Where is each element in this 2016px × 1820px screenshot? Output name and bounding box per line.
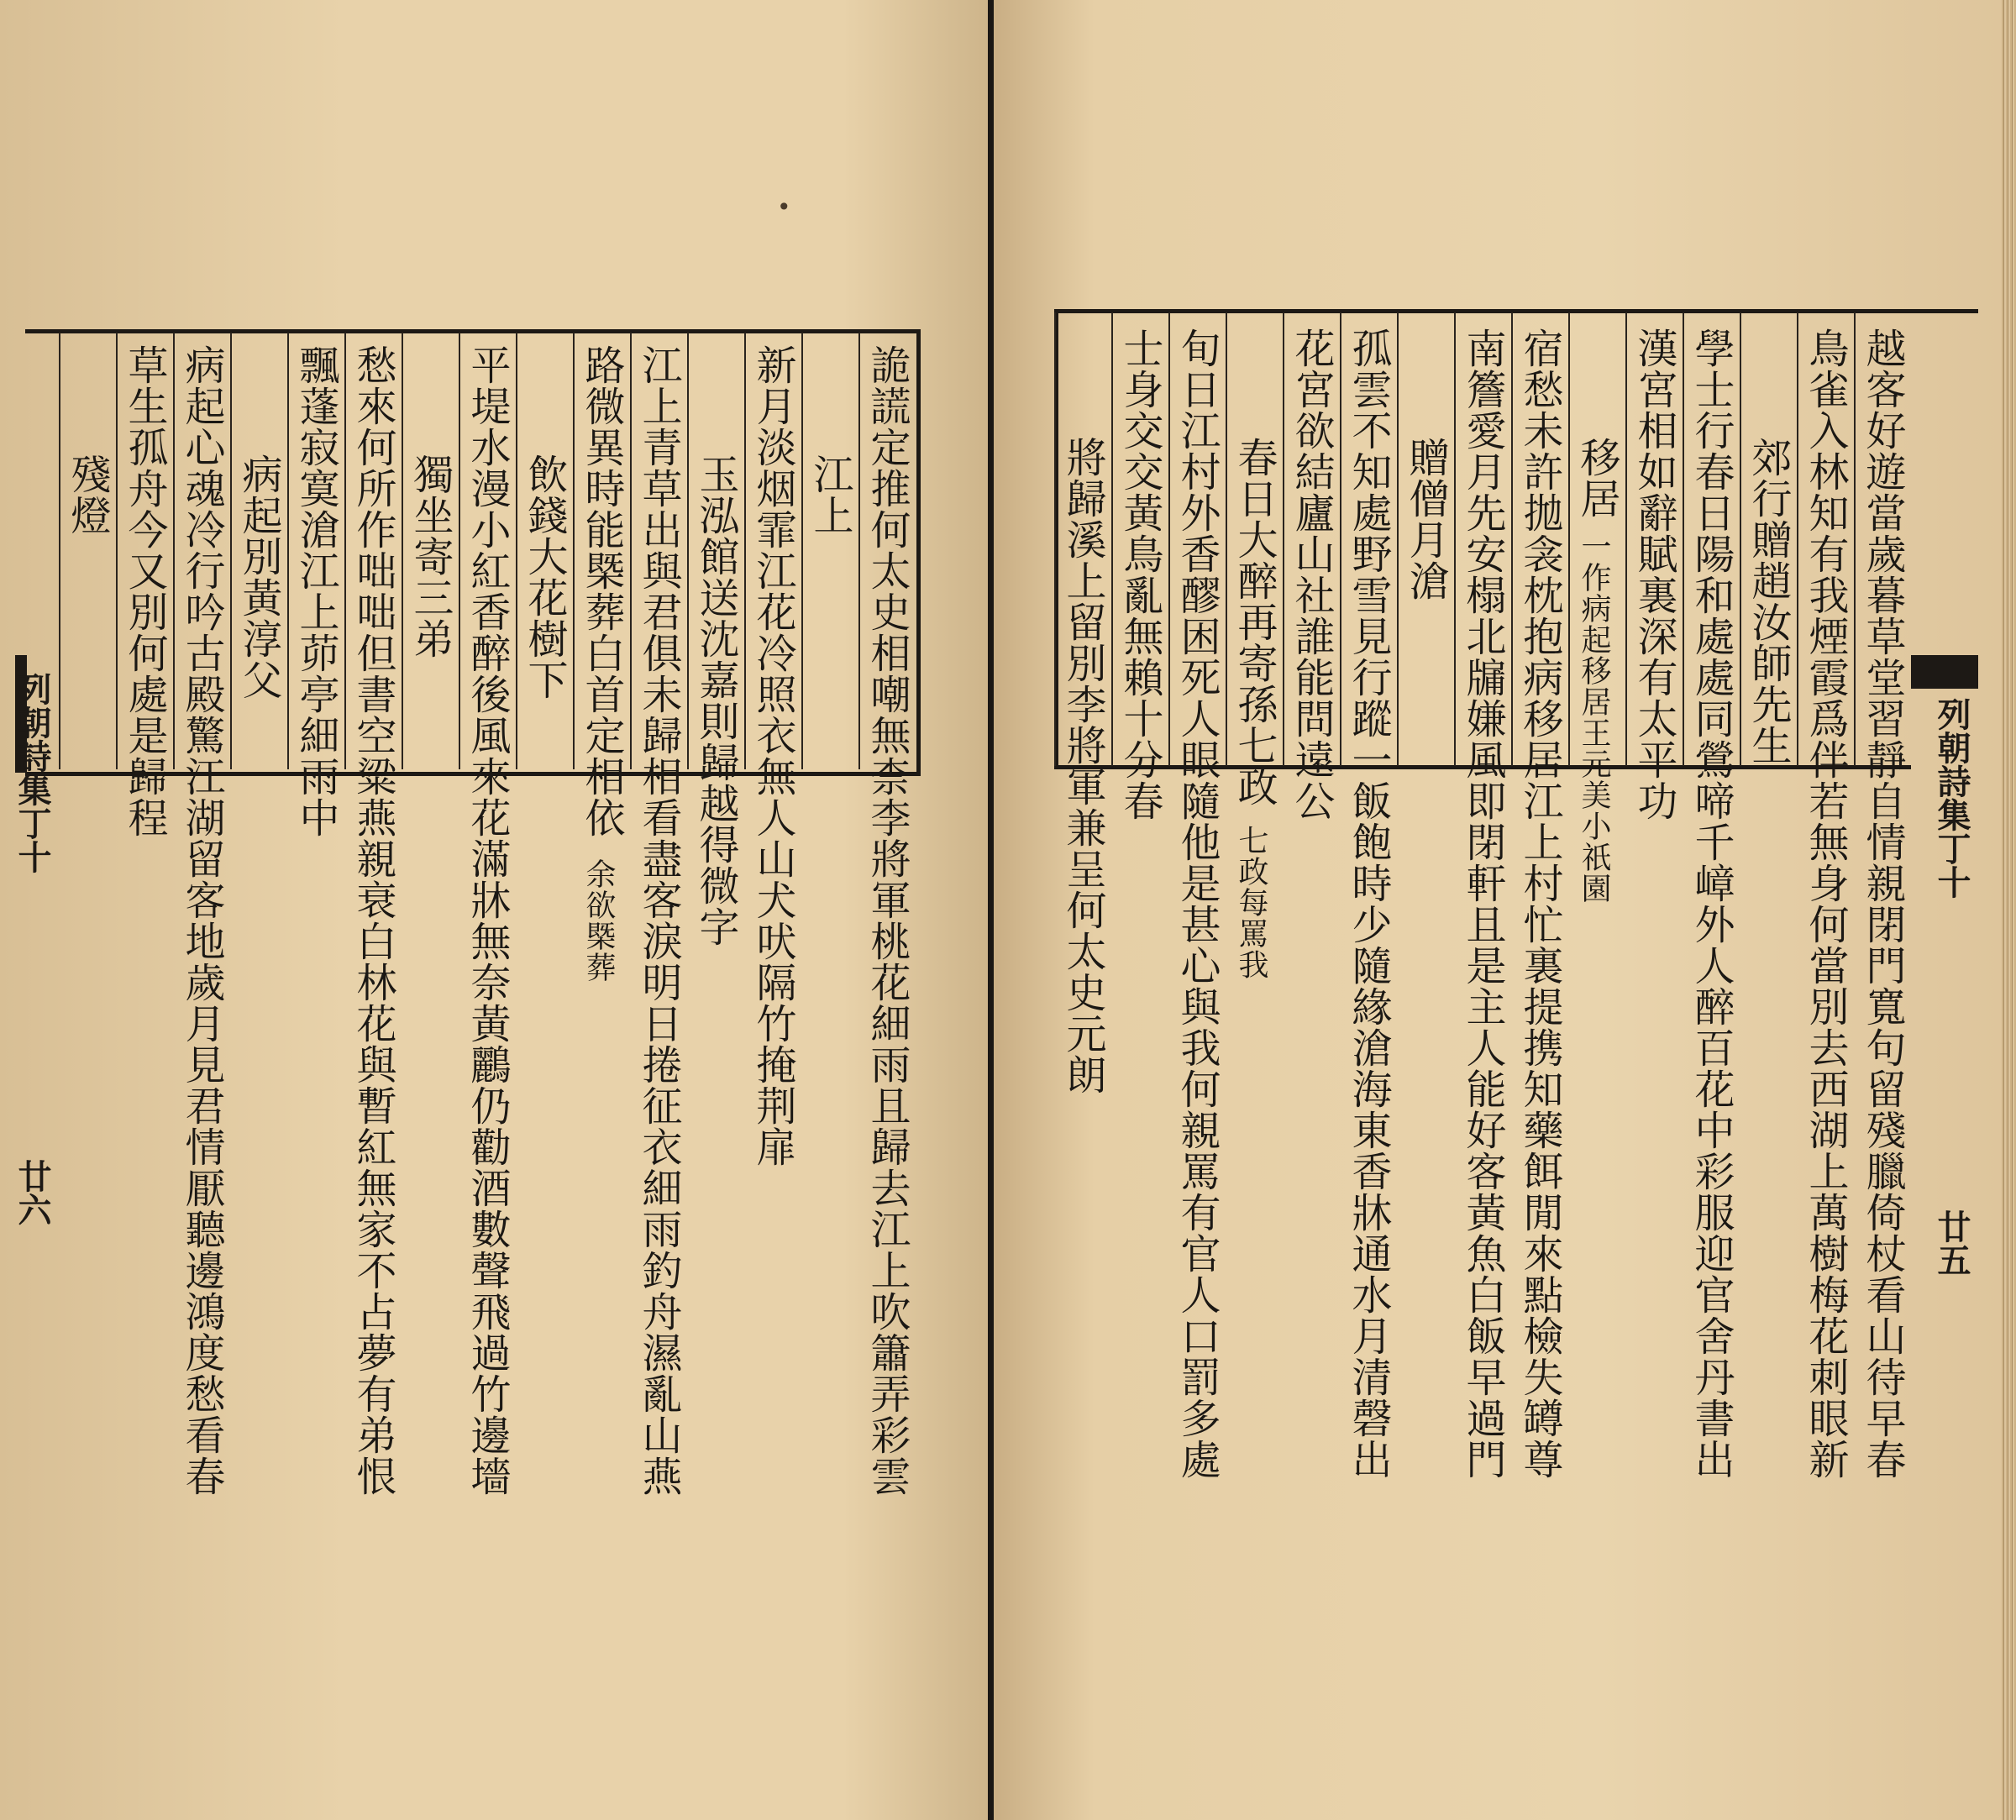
- column-rule: [402, 333, 403, 769]
- column-rule: [1340, 312, 1341, 766]
- column-rule: [344, 333, 346, 769]
- column-rule: [1397, 312, 1399, 766]
- right-top-border: [1054, 309, 1978, 313]
- ink-mark: •: [777, 193, 791, 221]
- poem-title: 移居: [1573, 437, 1620, 519]
- column-rule: [59, 333, 60, 769]
- annotation-note: 七政每罵我: [1234, 825, 1268, 980]
- column-rule: [116, 333, 118, 769]
- poem-title: 春日大醉再寄孫七政: [1231, 437, 1278, 807]
- column-rule: [173, 333, 175, 769]
- verse-column: 病起心魂冷行吟古殿驚江湖留客地歲月見君情厭聽邊鴻度愁看春: [178, 344, 225, 1497]
- verse-column: 南簷愛月先安榻北牖嫌風即閉軒且是主人能好客黃魚白飯早過門: [1459, 328, 1506, 1480]
- column-rule: [573, 333, 575, 769]
- poem-title: 江上: [806, 454, 853, 536]
- column-rule: [744, 333, 746, 769]
- left-margin-label: 列朝詩集丁十: [13, 672, 52, 873]
- verse-column: 旬日江村外香醪困死人眼隨他是甚心與我何親罵有官人口罰多處: [1173, 328, 1221, 1480]
- column-rule: [459, 333, 460, 769]
- verse-column: 草生孤舟今又別何處是歸程: [121, 344, 168, 838]
- column-rule: [801, 333, 803, 769]
- right-fishtail: [1911, 655, 1978, 689]
- poem-title: 病起別黃淳父: [235, 454, 282, 700]
- verse-column: 鳥雀入林知有我煙霞爲伴若無身何當別去西湖上萬樹梅花刺眼新: [1802, 328, 1849, 1480]
- annotation-note: 余欲槩葬: [581, 858, 616, 983]
- column-rule: [1568, 312, 1570, 766]
- column-rule: [1854, 312, 1856, 766]
- column-rule: [516, 333, 517, 769]
- column-rule: [1454, 312, 1456, 766]
- left-top-border: [25, 329, 921, 333]
- verse-column: 愁來何所作咄咄但書空粱燕親衰白林花與暫紅無家不占夢有弟恨: [349, 344, 396, 1497]
- column-rule: [1168, 312, 1170, 766]
- verse-column: 孤雲不知處野雪見行蹤一飯飽時少隨緣滄海東香牀通水月清磬出: [1345, 328, 1392, 1480]
- column-rule: [1683, 312, 1684, 766]
- column-rule: [858, 333, 860, 769]
- poem-title: 郊行贈趙汝師先生: [1745, 437, 1792, 766]
- verse-column: 花宮欲結廬山社誰能問遠公: [1288, 328, 1335, 821]
- annotation-note: 一作病起移居王元美小祇園: [1577, 531, 1611, 904]
- left-folio: 廿六: [13, 1159, 52, 1226]
- column-rule: [230, 333, 232, 769]
- poem-title: 將歸溪上留別李將軍兼呈何太史元朗: [1059, 437, 1106, 1095]
- column-rule: [1111, 312, 1113, 766]
- verse-column: 江上青草出與君俱未歸相看盡客淚明日捲征衣細雨釣舟濕亂山燕: [635, 344, 682, 1497]
- verse-column: 平堤水漫小紅香醉後風來花滿牀無奈黃鸝仍勸酒數聲飛過竹邊墻: [464, 344, 511, 1497]
- column-rule: [630, 333, 632, 769]
- verse-column: 詭謊定推何太史相嘲無柰李將軍桃花細雨且歸去江上吹簫弄彩雲: [864, 344, 911, 1497]
- column-rule: [1283, 312, 1284, 766]
- column-rule: [1740, 312, 1741, 766]
- poem-title: 贈僧月滄: [1402, 437, 1449, 601]
- column-rule: [1226, 312, 1227, 766]
- verse-column: 飄蓬寂寞滄江上茆亭細雨中: [292, 344, 339, 838]
- column-rule: [1625, 312, 1627, 766]
- verse-column: 宿愁未許拋衾枕抱病移居江上村忙裏提携知藥餌閒來點檢失罇尊: [1516, 328, 1563, 1480]
- page-edges: [2002, 0, 2016, 1820]
- column-rule: [1511, 312, 1513, 766]
- column-rule: [1054, 312, 1056, 766]
- poem-title: 獨坐寄三弟: [407, 454, 454, 659]
- verse-column: 學士行春日陽和處處同鶯啼千嶂外人醉百花中彩服迎官舍丹書出: [1688, 328, 1735, 1480]
- right-folio: 廿五: [1932, 1209, 1971, 1277]
- verse-column: 漢宮相如辭賦裏深有太平功: [1630, 328, 1677, 821]
- verse-column: 越客好遊當歲暮草堂習靜自情親閉門寬句留殘臘倚杖看山待早春: [1859, 328, 1906, 1480]
- left-page: [0, 0, 991, 1820]
- poem-title: 玉泓館送沈嘉則歸越得微字: [692, 454, 739, 947]
- column-rule: [287, 333, 289, 769]
- right-margin-label: 列朝詩集丁十: [1932, 697, 1971, 899]
- column-rule: [687, 333, 689, 769]
- verse-column: 新月淡烟霏江花冷照衣無人山犬吠隔竹掩荆扉: [749, 344, 796, 1167]
- verse-column: 路微異時能槩葬白首定相依: [578, 344, 625, 838]
- column-rule: [1797, 312, 1798, 766]
- poem-title: 飲錢大花樹下: [521, 454, 568, 700]
- poem-title: 殘燈: [64, 454, 111, 536]
- right-page: [994, 0, 2002, 1820]
- verse-column: 士身交交黃鳥亂無賴十分春: [1116, 328, 1163, 821]
